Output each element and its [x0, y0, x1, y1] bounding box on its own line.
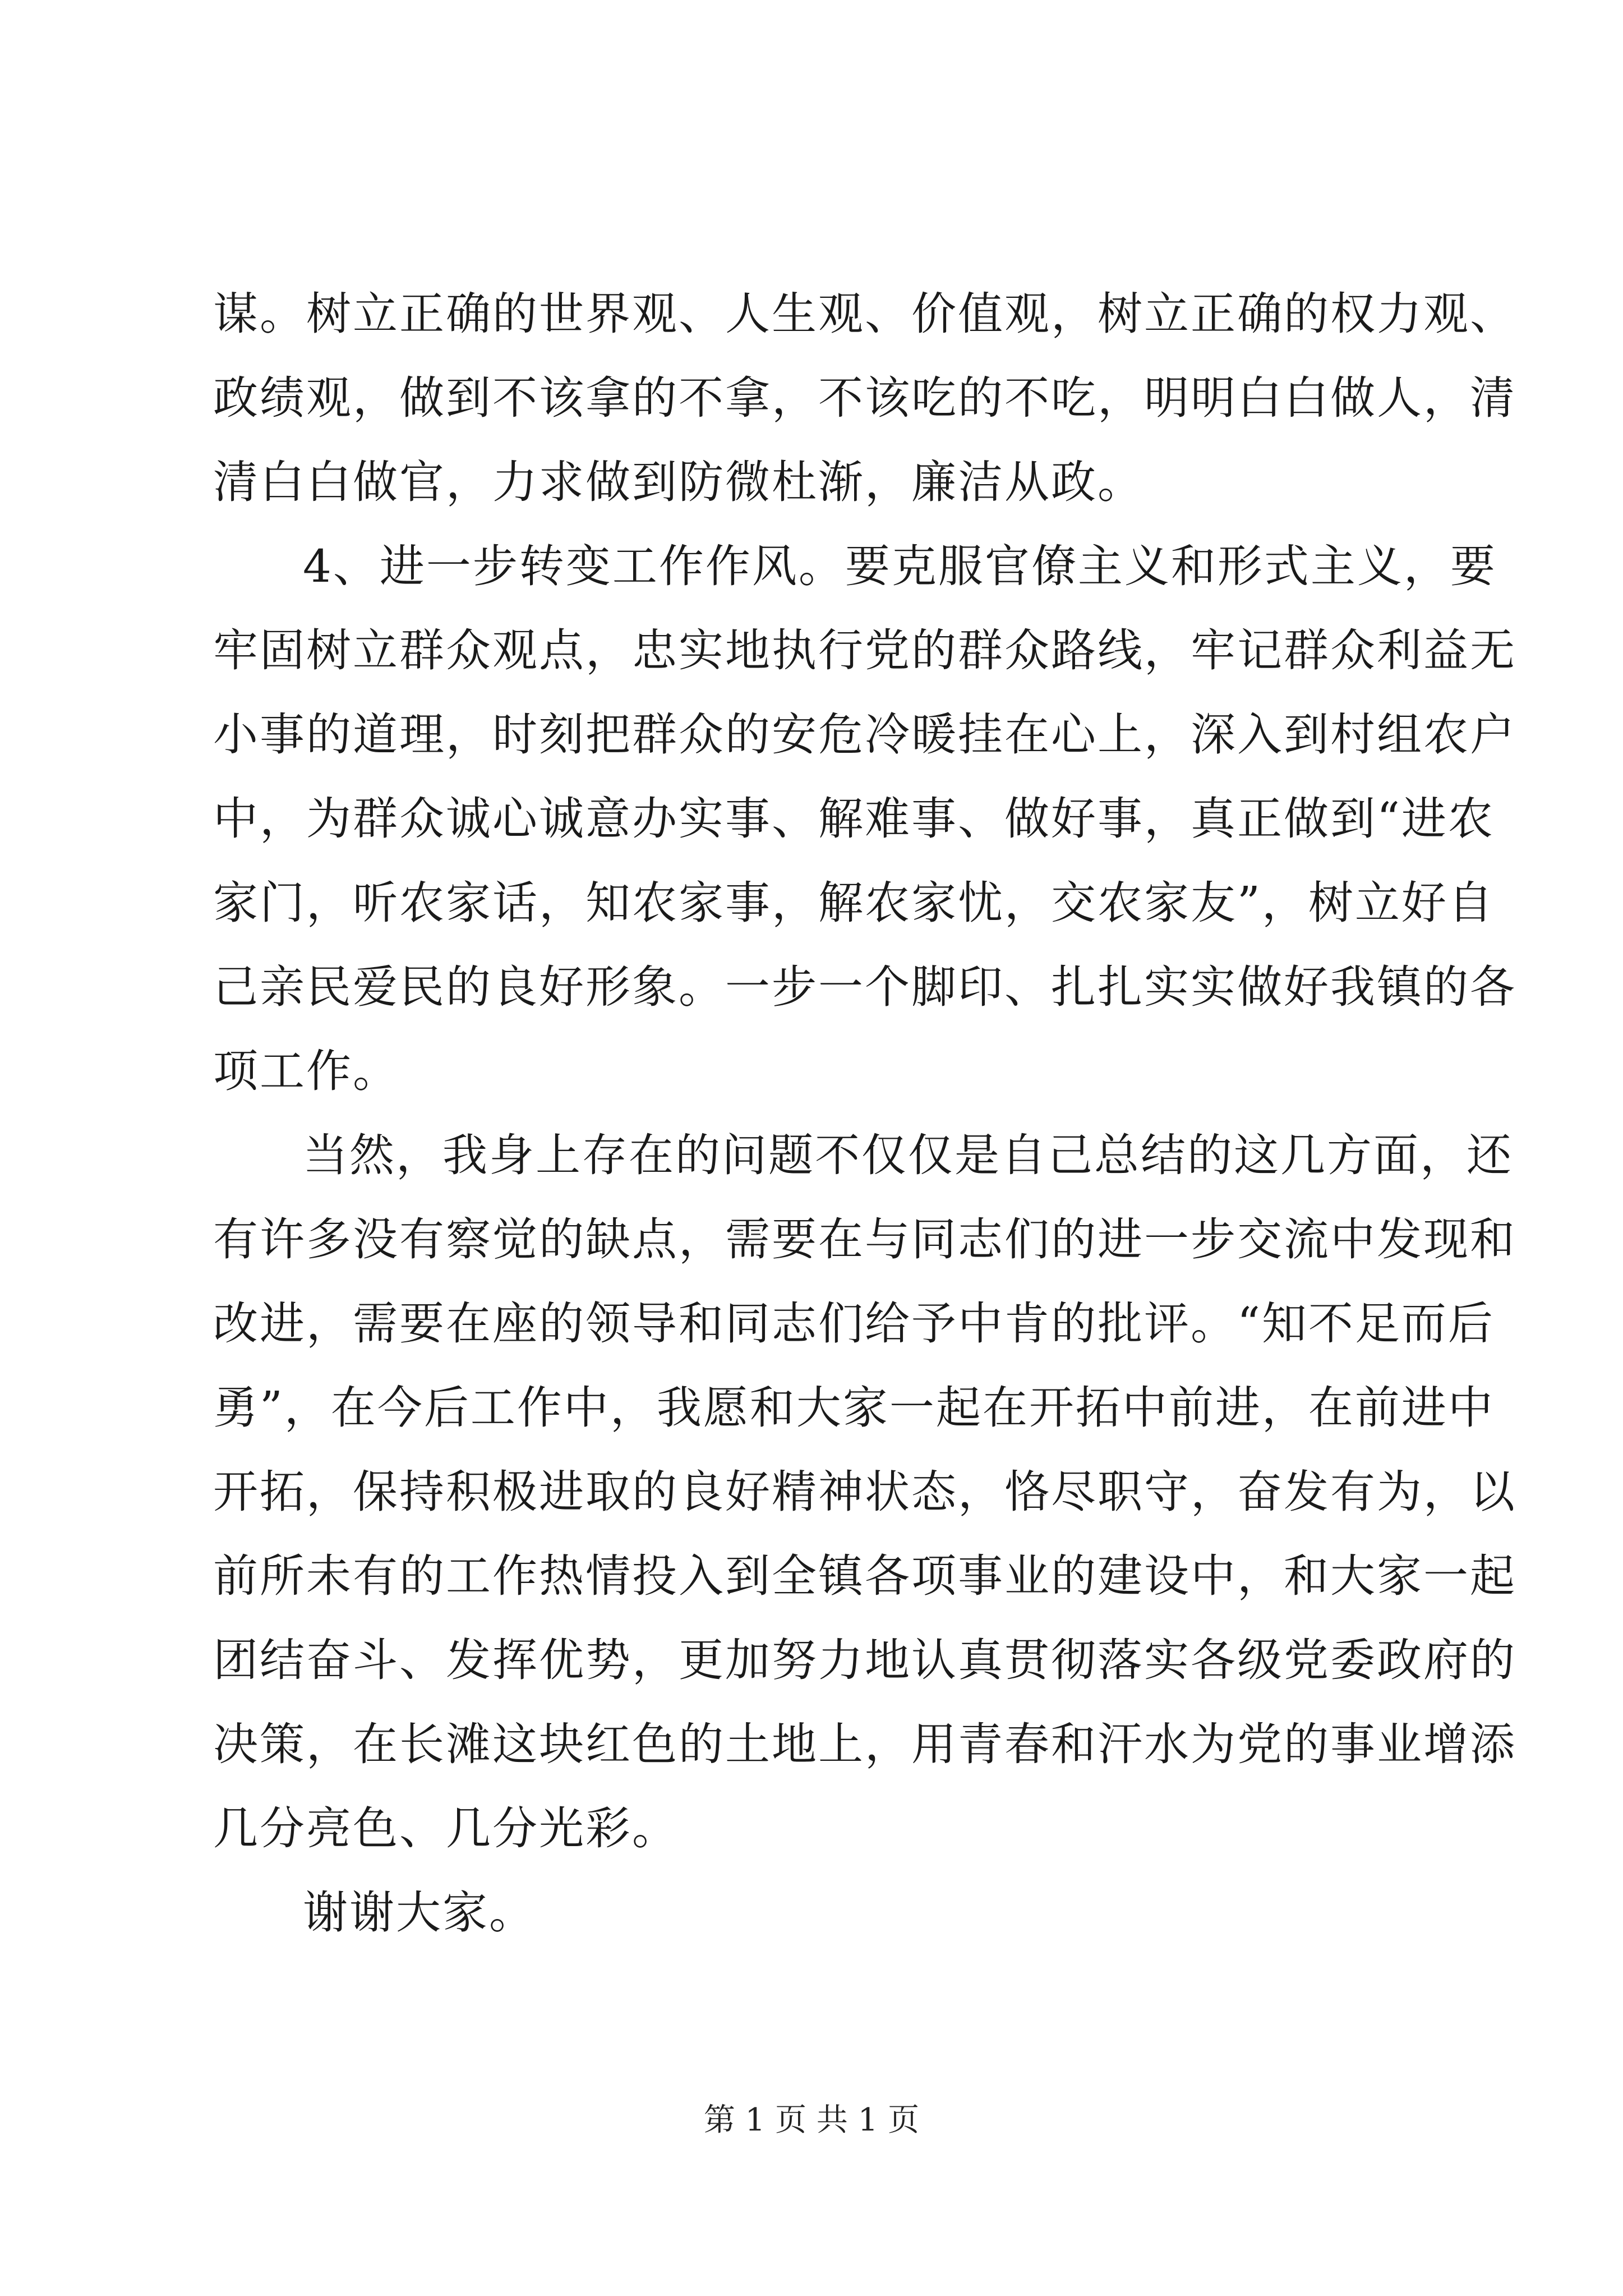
text-line: 家门，听农家话，知农家事，解农家忧，交农家友”，树立好自	[213, 877, 1495, 929]
text-line: 有许多没有察觉的缺点，需要在与同志们的进一步交流中发现和	[213, 1213, 1516, 1266]
text-line: 开拓，保持积极进取的良好精神状态，恪尽职守，奋发有为，以	[213, 1466, 1516, 1518]
document-body	[213, 272, 1516, 1955]
text-line: 决策，在长滩这块红色的土地上，用青春和汗水为党的事业增添	[213, 1718, 1516, 1770]
text-line: 项工作。	[213, 1045, 399, 1097]
text-line: 当然，我身上存在的问题不仅仅是自己总结的这几方面，还	[303, 1129, 1513, 1181]
text-line: 几分亮色、几分光彩。	[213, 1802, 679, 1855]
text-line: 己亲民爱民的良好形象。一步一个脚印、扎扎实实做好我镇的各	[213, 961, 1516, 1013]
paragraph	[213, 272, 1516, 524]
text-line: 政绩观，做到不该拿的不拿，不该吃的不吃，明明白白做人，清	[213, 372, 1516, 424]
paragraph	[213, 1114, 1516, 1871]
text-line: 中，为群众诚心诚意办实事、解难事、做好事，真正做到“进农	[213, 793, 1495, 845]
text-line: 勇”，在今后工作中，我愿和大家一起在开拓中前进，在前进中	[213, 1382, 1495, 1434]
text-line: 清白白做官，力求做到防微杜渐，廉洁从政。	[213, 456, 1144, 508]
text-line: 团结奋斗、发挥优势，更加努力地认真贯彻落实各级党委政府的	[213, 1634, 1516, 1686]
page-footer: 第 1 页 共 1 页	[703, 2102, 920, 2138]
text-line: 4、进一步转变工作作风。要克服官僚主义和形式主义，要	[303, 540, 1497, 592]
text-line: 谋。树立正确的世界观、人生观、价值观，树立正确的权力观、	[213, 288, 1516, 340]
text-line: 谢谢大家。	[303, 1887, 536, 1939]
paragraph	[213, 1871, 1424, 1955]
text-line: 前所未有的工作热情投入到全镇各项事业的建设中，和大家一起	[213, 1550, 1516, 1602]
text-line: 小事的道理，时刻把群众的安危冷暖挂在心上，深入到村组农户	[213, 708, 1516, 761]
text-line: 改进，需要在座的领导和同志们给予中肯的批评。“知不足而后	[213, 1297, 1495, 1350]
text-line: 牢固树立群众观点，忠实地执行党的群众路线，牢记群众利益无	[213, 624, 1516, 677]
paragraph	[213, 524, 1516, 1114]
